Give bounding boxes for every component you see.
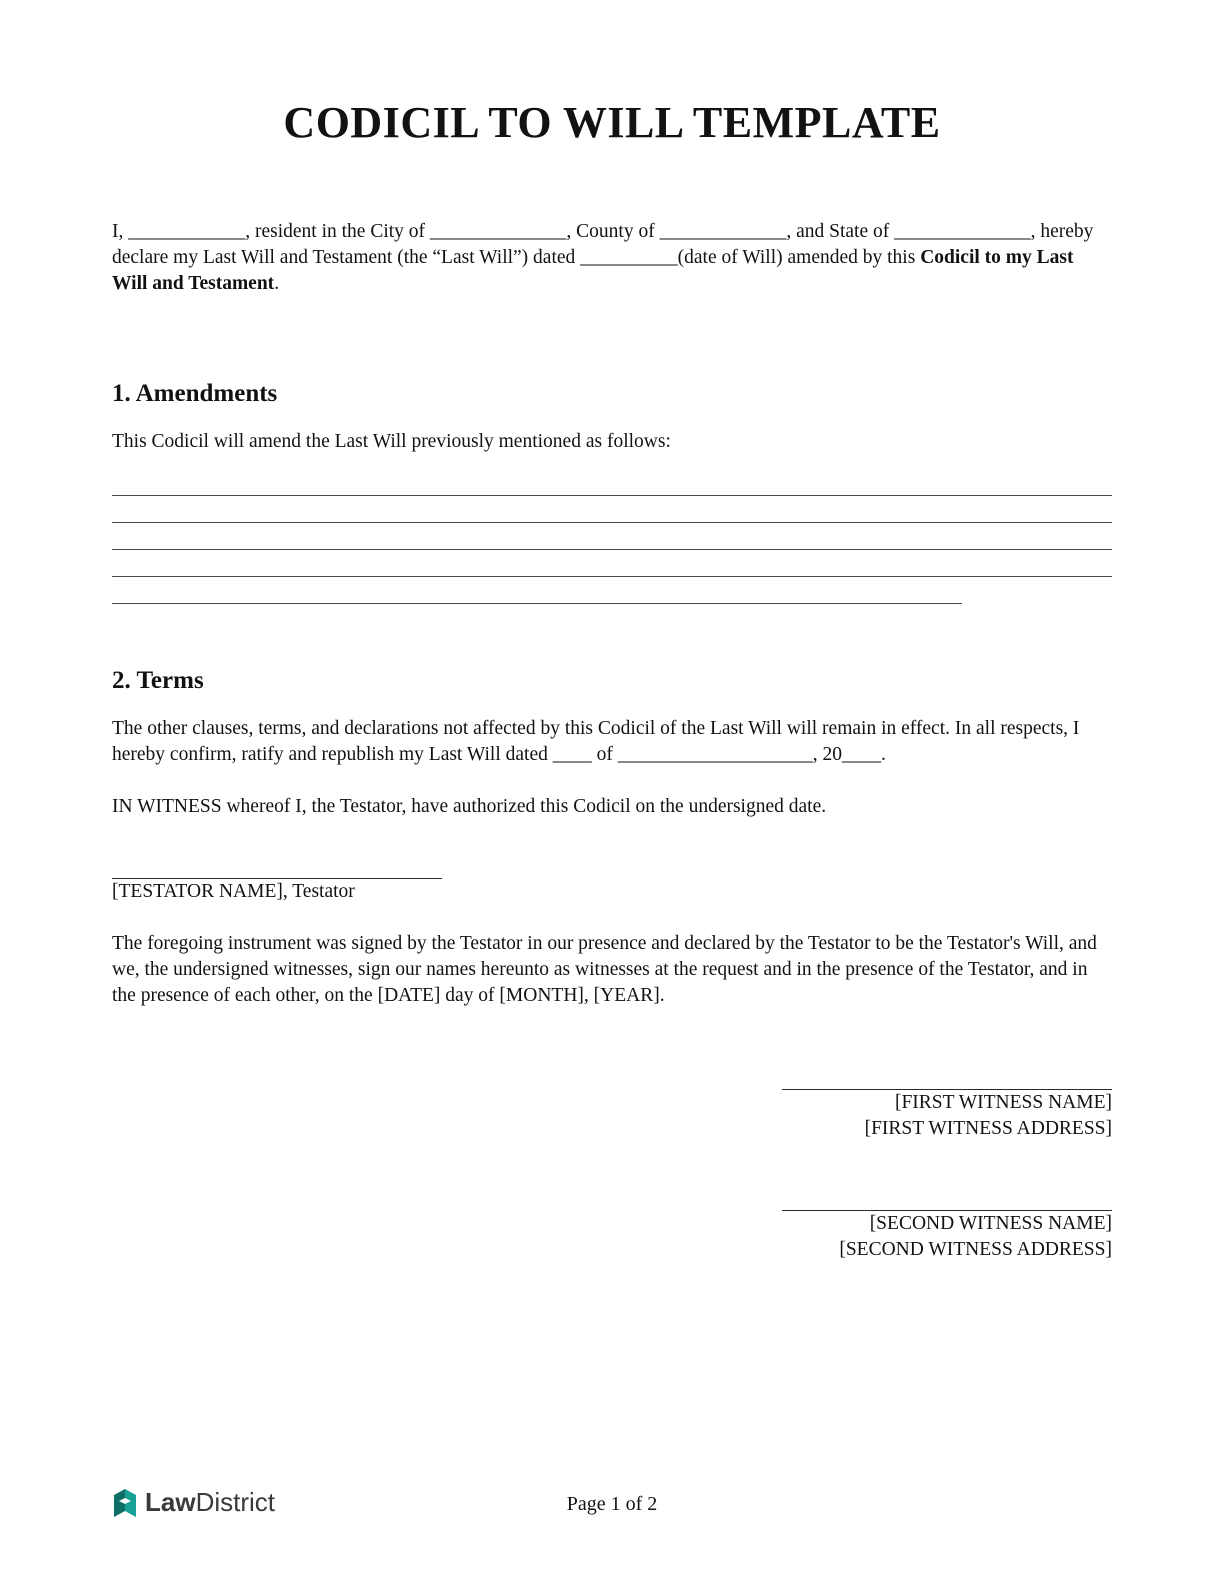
second-witness-address: [SECOND WITNESS ADDRESS] (839, 1238, 1112, 1260)
blank-line (112, 496, 1112, 523)
second-witness-name: [SECOND WITNESS NAME] (869, 1212, 1112, 1234)
amendments-section-heading: 1. Amendments (112, 379, 278, 407)
second-witness-signature-line (782, 1188, 1112, 1211)
intro-paragraph (112, 219, 1112, 297)
first-witness-name: [FIRST WITNESS NAME] (894, 1091, 1112, 1113)
amendments-intro-text: This Codicil will amend the Last Will previously mentioned as follows: (112, 430, 671, 452)
terms-paragraph-2: IN WITNESS whereof I, the Testator, have authorized this Codicil on the undersigned date. (112, 795, 827, 817)
intro-text-end: . (274, 272, 280, 294)
logo-text-district: District (195, 1487, 276, 1517)
document-title: CODICIL TO WILL TEMPLATE (283, 98, 941, 147)
intro-bold-text: Codicil to my Last Will and Testament (112, 246, 1074, 294)
testator-signature-block (112, 856, 1112, 905)
first-witness-address: [FIRST WITNESS ADDRESS] (864, 1117, 1112, 1139)
first-witness-signature-block (112, 1067, 1112, 1142)
first-witness-signature-line (782, 1067, 1112, 1090)
document-content (0, 98, 1224, 1263)
amendments-blank-lines (112, 469, 1112, 604)
blank-line (112, 469, 1112, 496)
blank-line (112, 523, 1112, 550)
terms-paragraph-1: The other clauses, terms, and declarations not affected by this Codicil of the Last Will will remain in effect. In all respects, I hereby confirm, ratify and republish my Last Will dated ____ of ____________________, 20____. (112, 717, 1080, 765)
blank-line (112, 550, 1112, 577)
logo-text-law: Law (145, 1487, 196, 1517)
terms-section-heading: 2. Terms (112, 666, 204, 694)
blank-line (112, 577, 962, 604)
second-witness-signature-block (112, 1188, 1112, 1263)
intro-text: I, ____________, resident in the City of ______________, County of _____________, and State of ______________, hereby declare my Last Will and Testament (the “Last Will”) dated __________(date of Will) amended by this (112, 220, 1094, 268)
testator-signature-label: [TESTATOR NAME], Testator (112, 880, 355, 902)
page-footer (0, 1478, 1224, 1518)
testator-signature-line (112, 856, 442, 879)
witness-attestation-paragraph: The foregoing instrument was signed by the Testator in our presence and declared by the Testator to be the Testator's Will, and we, the undersigned witnesses, sign our names hereunto as witnesses at the request and in the presence of the Testator, and in the presence of each other, on the [DATE] day of [MONTH], [YEAR]. (112, 932, 1097, 1006)
page-number: Page 1 of 2 (566, 1493, 658, 1515)
